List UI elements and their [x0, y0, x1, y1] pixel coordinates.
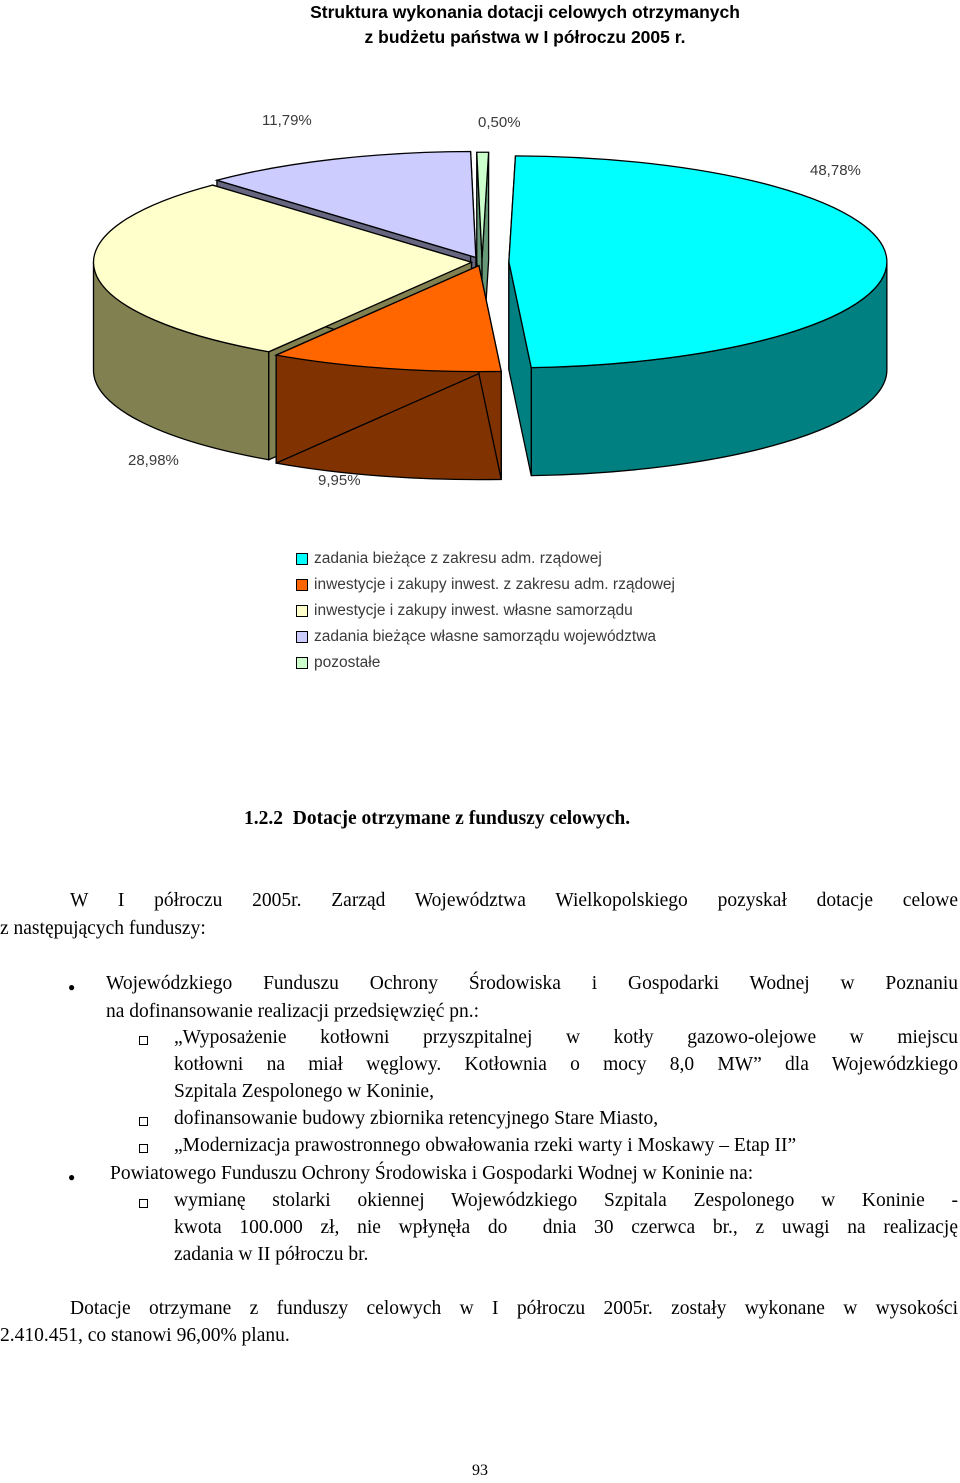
legend-item	[296, 546, 675, 572]
summary-line1: Dotacje otrzymane z funduszy celowych w I półroczu 2005r. zostały wykonane w wysokości	[70, 1298, 958, 1319]
legend-item	[296, 650, 675, 676]
legend-item	[296, 598, 675, 624]
fund1-line2: na dofinansowanie realizacji przedsięwzięć pn.:	[106, 1001, 480, 1022]
fund1-sub1-line3: Szpitala Zespolonego w Koninie,	[174, 1081, 434, 1102]
fund1-sub2: dofinansowanie budowy zbiornika retencyjnego Stare Miasto,	[174, 1108, 659, 1129]
legend-swatch	[296, 579, 308, 591]
intro-line2: z następujących funduszy:	[0, 918, 206, 939]
legend-label: zadania bieżące własne samorządu województwa	[314, 628, 657, 645]
intro-line1: W I półroczu 2005r. Zarząd Województwa Wielkopolskiego pozyskał dotacje celowe	[70, 890, 958, 911]
legend-label: pozostałe	[314, 654, 381, 671]
bullet-icon: ●	[68, 980, 76, 994]
pie-data-label: 28,98%	[128, 452, 179, 469]
summary-line2: 2.410.451, co stanowi 96,00% planu.	[0, 1325, 290, 1346]
checkbox-square-icon	[139, 1144, 148, 1153]
pie-data-label: 9,95%	[318, 472, 361, 489]
chart-legend	[296, 546, 675, 676]
pie-slice-group	[509, 156, 887, 476]
checkbox-square-icon	[139, 1199, 148, 1208]
fund2-sub1-line2: kwota 100.000 zł, nie wpłynęła do dnia 30 czerwca br., z uwagi na realizację	[174, 1217, 958, 1238]
legend-label: zadania bieżące z zakresu adm. rządowej	[314, 550, 602, 567]
chart-title-line1: Struktura wykonania dotacji celowych otrzymanych	[310, 2, 740, 22]
pie-chart	[0, 0, 960, 500]
legend-label: inwestycje i zakupy inwest. własne samorządu	[314, 602, 633, 619]
legend-item	[296, 624, 675, 650]
checkbox-square-icon	[139, 1117, 148, 1126]
legend-swatch	[296, 605, 308, 617]
legend-swatch	[296, 631, 308, 643]
checkbox-square-icon	[139, 1036, 148, 1045]
pie-data-label: 11,79%	[262, 112, 312, 129]
fund2-sub1-line1: wymianę stolarki okiennej Wojewódzkiego Szpitala Zespolonego w Koninie -	[174, 1190, 958, 1211]
fund2-sub1-line3: zadania w II półroczu br.	[174, 1244, 369, 1265]
fund1-sub1-line2: kotłowni na miał węglowy. Kotłownia o mocy 8,0 MW” dla Wojewódzkiego	[174, 1054, 958, 1075]
page-number: 93	[472, 1462, 488, 1479]
fund1-sub1-line1: „Wyposażenie kotłowni przyszpitalnej w kotły gazowo-olejowe w miejscu	[174, 1027, 958, 1048]
legend-item	[296, 572, 675, 598]
fund1-line1: Wojewódzkiego Funduszu Ochrony Środowiska i Gospodarki Wodnej w Poznaniu	[106, 973, 958, 994]
pie-data-label: 48,78%	[810, 162, 861, 179]
legend-swatch	[296, 553, 308, 565]
bullet-icon: ●	[68, 1170, 76, 1184]
fund1-sub3: „Modernizacja prawostronnego obwałowania rzeki warty i Moskawy – Etap II”	[174, 1135, 797, 1156]
pie-data-label: 0,50%	[478, 114, 521, 131]
fund2-line1: Powiatowego Funduszu Ochrony Środowiska i Gospodarki Wodnej w Koninie na:	[110, 1163, 754, 1184]
section-heading: 1.2.2 Dotacje otrzymane z funduszy celowych.	[244, 808, 631, 829]
legend-swatch	[296, 657, 308, 669]
chart-title-line2: z budżetu państwa w I półroczu 2005 r.	[364, 27, 686, 47]
legend-label: inwestycje i zakupy inwest. z zakresu adm. rządowej	[314, 576, 675, 593]
